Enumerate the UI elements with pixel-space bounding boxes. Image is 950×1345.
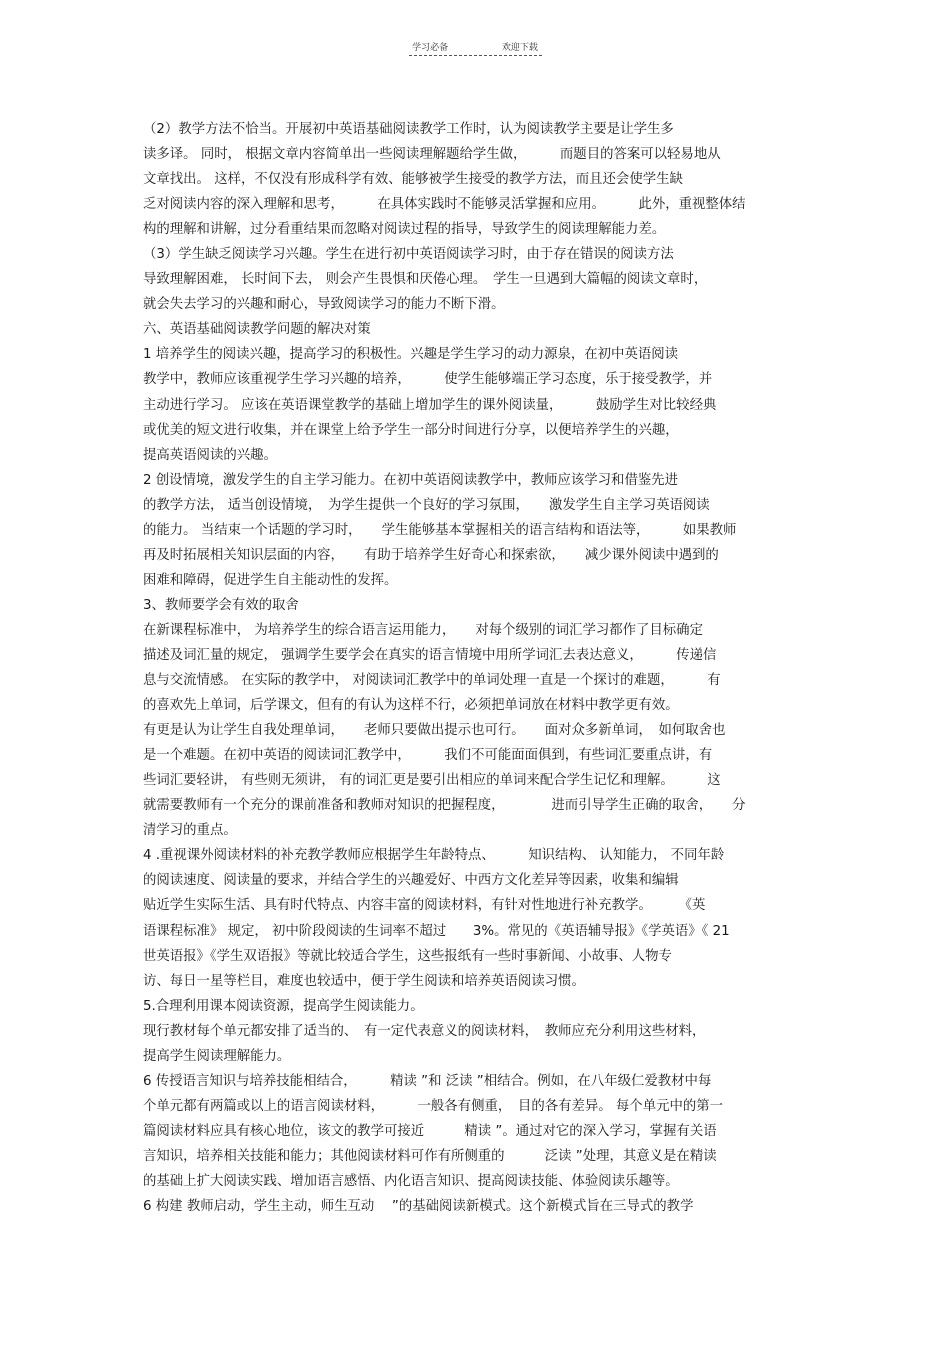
text-line: 再及时拓展相关知识层面的内容， 有助于培养学生好奇心和探索欲， 减少课外阅读中遇到的 <box>143 547 719 563</box>
text-line: 现行教材每个单元都安排了适当的、 有一定代表意义的阅读材料， 教师应充分利用这些材料， <box>143 1023 706 1039</box>
text-line: 的能力。 当结束一个话题的学习时， 学生能够基本掌握相关的语言结构和语法等， 如果教师 <box>143 522 737 538</box>
text-line: 有更是认为让学生自我处理单词， 老师只要做出提示也可行。 面对众多新单词， 如何取舍也 <box>143 723 726 739</box>
text-line: 或优美的短文进行收集，并在课堂上给予学生一部分时间进行分享，以便培养学生的兴趣， <box>143 422 679 438</box>
text-line: （3）学生缺乏阅读学习兴趣。学生在进行初中英语阅读学习时，由于存在错误的阅读方法 <box>143 247 674 263</box>
text-line: 篇阅读材料应具有核心地位，该文的教学可接近 精读 ”。通过对它的深入学习，掌握有关语 <box>143 1123 717 1139</box>
text-line: 访、每日一星等栏目，难度也较适中，便于学生阅读和培养英语阅读习惯。 <box>143 973 585 989</box>
text-line: 导致理解困难， 长时间下去， 则会产生畏惧和厌倦心理。 学生一旦遇到大篇幅的阅读文章时， <box>143 272 708 288</box>
text-line: 构的理解和讲解，过分看重结果而忽略对阅读过程的指导，导致学生的阅读理解能力差。 <box>143 222 666 238</box>
text-line: 3、教师要学会有效的取舍 <box>143 597 299 613</box>
text-line: 言知识，培养相关技能和能力；其他阅读材料可作有所侧重的 泛读 ”处理，其意义是在精读 <box>143 1148 717 1164</box>
text-line: 1 培养学生的阅读兴趣，提高学习的积极性。兴趣是学生学习的动力源泉，在初中英语阅读 <box>143 347 679 363</box>
text-line: 世英语报》《学生双语报》等就比较适合学生，这些报纸有一些时事新闻、小故事、人物专 <box>143 948 672 964</box>
text-line: 是一个难题。在初中英语的阅读词汇教学中， 我们不可能面面俱到，有些词汇要重点讲，有 <box>143 748 713 764</box>
header-right-text: 欢迎下载 <box>501 43 538 53</box>
header-divider <box>409 55 542 56</box>
document-body <box>143 117 811 1219</box>
text-line: 个单元都有两篇或以上的语言阅读材料， 一般各有侧重， 目的各有差异。 每个单元中的第一 <box>143 1098 724 1114</box>
text-line: 教学中，教师应该重视学生学习兴趣的培养， 使学生能够端正学习态度，乐于接受教学，并 <box>143 372 713 388</box>
text-line: 就会失去学习的兴趣和耐心，导致阅读学习的能力不断下滑。 <box>143 297 505 313</box>
text-line: 的基础上扩大阅读实践、增加语言感悟、内化语言知识、提高阅读技能、体验阅读乐趣等。 <box>143 1173 679 1189</box>
text-line: 就需要教师有一个充分的课前准备和教师对知识的把握程度， 进而引导学生正确的取舍， 分 <box>143 798 746 814</box>
text-line: 清学习的重点。 <box>143 823 237 839</box>
text-line: （2）教学方法不恰当。开展初中英语基础阅读教学工作时，认为阅读教学主要是让学生多 <box>143 122 674 137</box>
text-line: 乏对阅读内容的深入理解和思考， 在具体实践时不能够灵活掌握和应用。 此外，重视整体结 <box>143 197 746 213</box>
text-line: 6 传授语言知识与培养技能相结合， 精读 ”和 泛读 ”相结合。例如，在八年级仁爱教材中每 <box>143 1073 712 1089</box>
text-line: 些词汇要轻讲， 有些则无须讲， 有的词汇更是要引出相应的单词来配合学生记忆和理解。 这 <box>143 773 721 789</box>
text-line: 贴近学生实际生活、具有时代特点、内容丰富的阅读材料，有针对性地进行补充教学。 《英 <box>143 898 706 914</box>
text-line: 2 创设情境，激发学生的自主学习能力。在初中英语阅读教学中，教师应该学习和借鉴先进 <box>143 472 679 488</box>
text-line: 语课程标准》 规定， 初中阶段阅读的生词率不超过 3%。常见的《英语辅导报》《学英语》《 21 <box>143 923 730 939</box>
header-left-text: 学习必备 <box>412 43 449 53</box>
text-line: 6 构建 教师启动，学生主动，师生互动 ”的基础阅读新模式。这个新模式旨在三导式的教学 <box>143 1199 694 1215</box>
text-line: 六、英语基础阅读教学问题的解决对策 <box>143 322 371 338</box>
text-line: 4 .重视课外阅读材料的补充教学教师应根据学生年龄特点、 知识结构、 认知能力， 不同年龄 <box>143 848 725 864</box>
text-line: 的喜欢先上单词，后学课文，但有的有认为这样不行，必须把单词放在材料中教学更有效。 <box>143 698 679 714</box>
text-line: 困难和障碍，促进学生自主能动性的发挥。 <box>143 572 398 588</box>
text-line: 提高英语阅读的兴趣。 <box>143 447 277 463</box>
text-line: 主动进行学习。 应该在英语课堂教学的基础上增加学生的课外阅读量， 鼓励学生对比较经典 <box>143 397 717 413</box>
text-line: 5.合理利用课本阅读资源，提高学生阅读能力。 <box>143 998 424 1014</box>
text-line: 的阅读速度、阅读量的要求，并结合学生的兴趣爱好、中西方文化差异等因素，收集和编辑 <box>143 873 679 889</box>
text-line: 描述及词汇量的规定， 强调学生要学会在真实的语言情境中用所学词汇去表达意义， 传递信 <box>143 647 717 663</box>
page-header <box>0 40 950 53</box>
text-line: 息与交流情感。 在实际的教学中， 对阅读词汇教学中的单词处理一直是一个探讨的难题， 有 <box>143 673 721 689</box>
text-line: 提高学生阅读理解能力。 <box>143 1048 291 1064</box>
text-line: 在新课程标准中， 为培养学生的综合语言运用能力， 对每个级别的词汇学习都作了目标确定 <box>143 622 703 638</box>
text-line: 文章找出。 这样，不仅没有形成科学有效、能够被学生接受的教学方法，而且还会使学生缺 <box>143 172 683 188</box>
text-line: 的教学方法， 适当创设情境， 为学生提供一个良好的学习氛围， 激发学生自主学习英语阅读 <box>143 497 710 513</box>
text-line: 读多译。 同时， 根据文章内容简单出一些阅读理解题给学生做， 而题目的答案可以轻易地从 <box>143 147 721 163</box>
